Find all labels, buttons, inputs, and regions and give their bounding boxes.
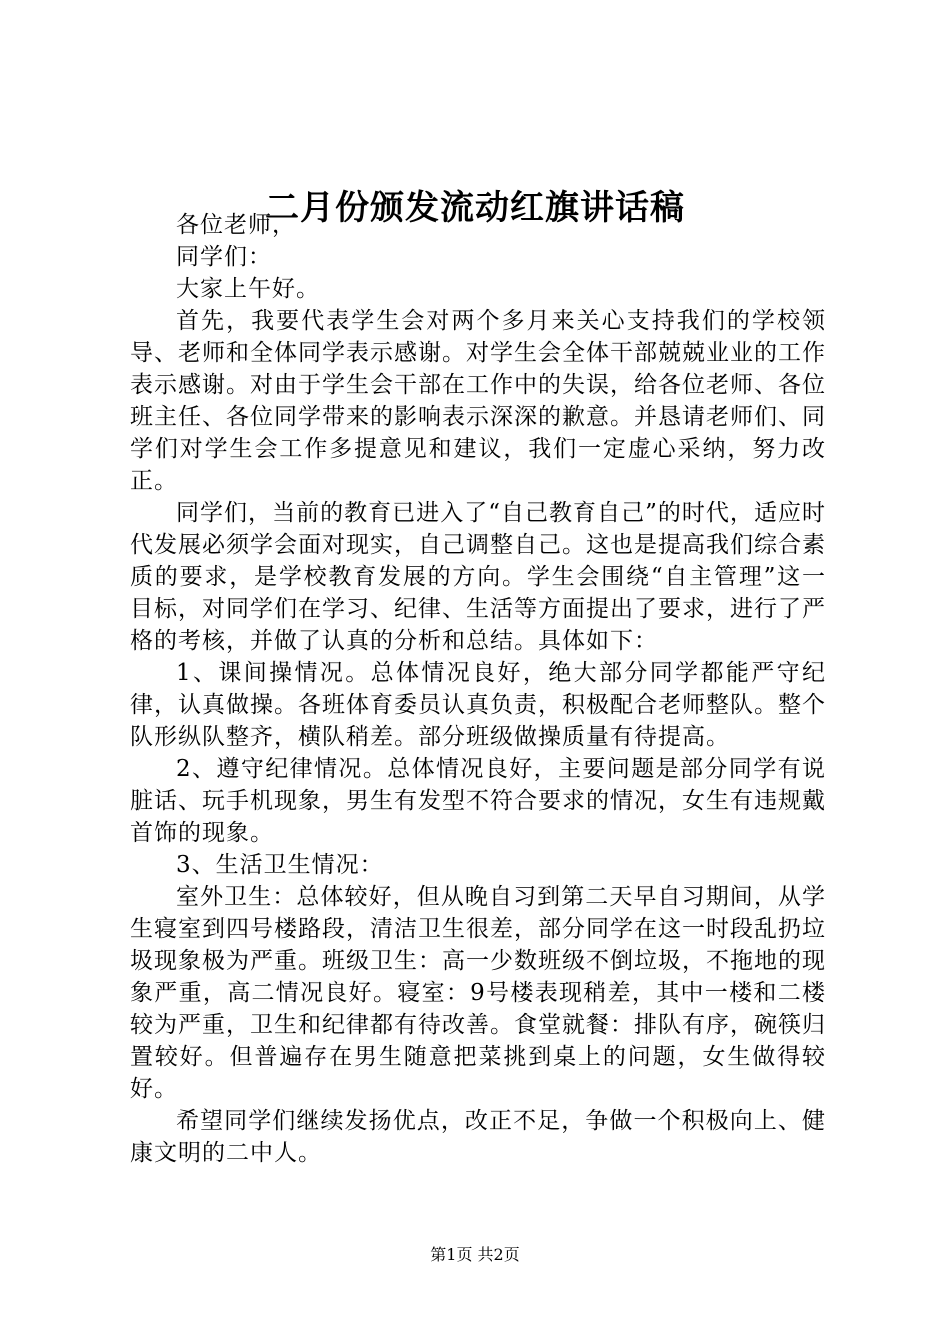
greeting: 大家上午好。 <box>176 276 320 302</box>
paragraph-self-education: 同学们，当前的教育已进入了“自己教育自己”的时代，适应时代发展必须学会面对现实，自己调整自己。这也是提高我们综合素质的要求，是学校教育发展的方向。学生会围绕“自主管理”这一目标，对同学们在学习、纪律、生活等方面提出了要求，进行了严格的考核，并做了认真的分析和总结。具体如下： <box>130 500 826 654</box>
page-footer: 第1页 共2页 <box>430 1245 520 1264</box>
document-title: 二月份颁发流动红旗讲话稿 <box>265 188 685 228</box>
salutation-students: 同学们： <box>176 244 272 270</box>
paragraph-hygiene-details: 室外卫生：总体较好，但从晚自习到第二天早自习期间，从学生寝室到四号楼路段，清洁卫生很差，部分同学在这一时段乱扔垃圾现象极为严重。班级卫生：高一少数班级不倒垃圾，不拖地的现象严重，高二情况良好。寝室：9号楼表现稍差，其中一楼和二楼较为严重，卫生和纪律都有待改善。食堂就餐：排队有序，碗筷归置较好。但普遍存在男生随意把菜挑到桌上的问题，女生做得较好。 <box>130 884 826 1102</box>
paragraph-discipline: 2、遵守纪律情况。总体情况良好，主要问题是部分同学有说脏话、玩手机现象，男生有发型不符合要求的情况，女生有违规戴首饰的现象。 <box>130 756 826 846</box>
paragraph-closing: 希望同学们继续发扬优点，改正不足，争做一个积极向上、健康文明的二中人。 <box>130 1108 826 1166</box>
paragraph-exercise: 1、课间操情况。总体情况良好，绝大部分同学都能严守纪律，认真做操。各班体育委员认真负责，积极配合老师整队。整个队形纵队整齐，横队稍差。部分班级做操质量有待提高。 <box>130 660 826 750</box>
document-body <box>130 209 826 1169</box>
paragraph-thanks: 首先，我要代表学生会对两个多月来关心支持我们的学校领导、老师和全体同学表示感谢。对学生会全体干部兢兢业业的工作表示感谢。对由于学生会干部在工作中的失误，给各位老师、各位班主任、各位同学带来的影响表示深深的歉意。并恳请老师们、同学们对学生会工作多提意见和建议，我们一定虚心采纳，努力改正。 <box>130 308 826 494</box>
paragraph-hygiene-heading: 3、生活卫生情况： <box>176 852 384 878</box>
salutation-teachers: 各位老师， <box>176 212 296 238</box>
